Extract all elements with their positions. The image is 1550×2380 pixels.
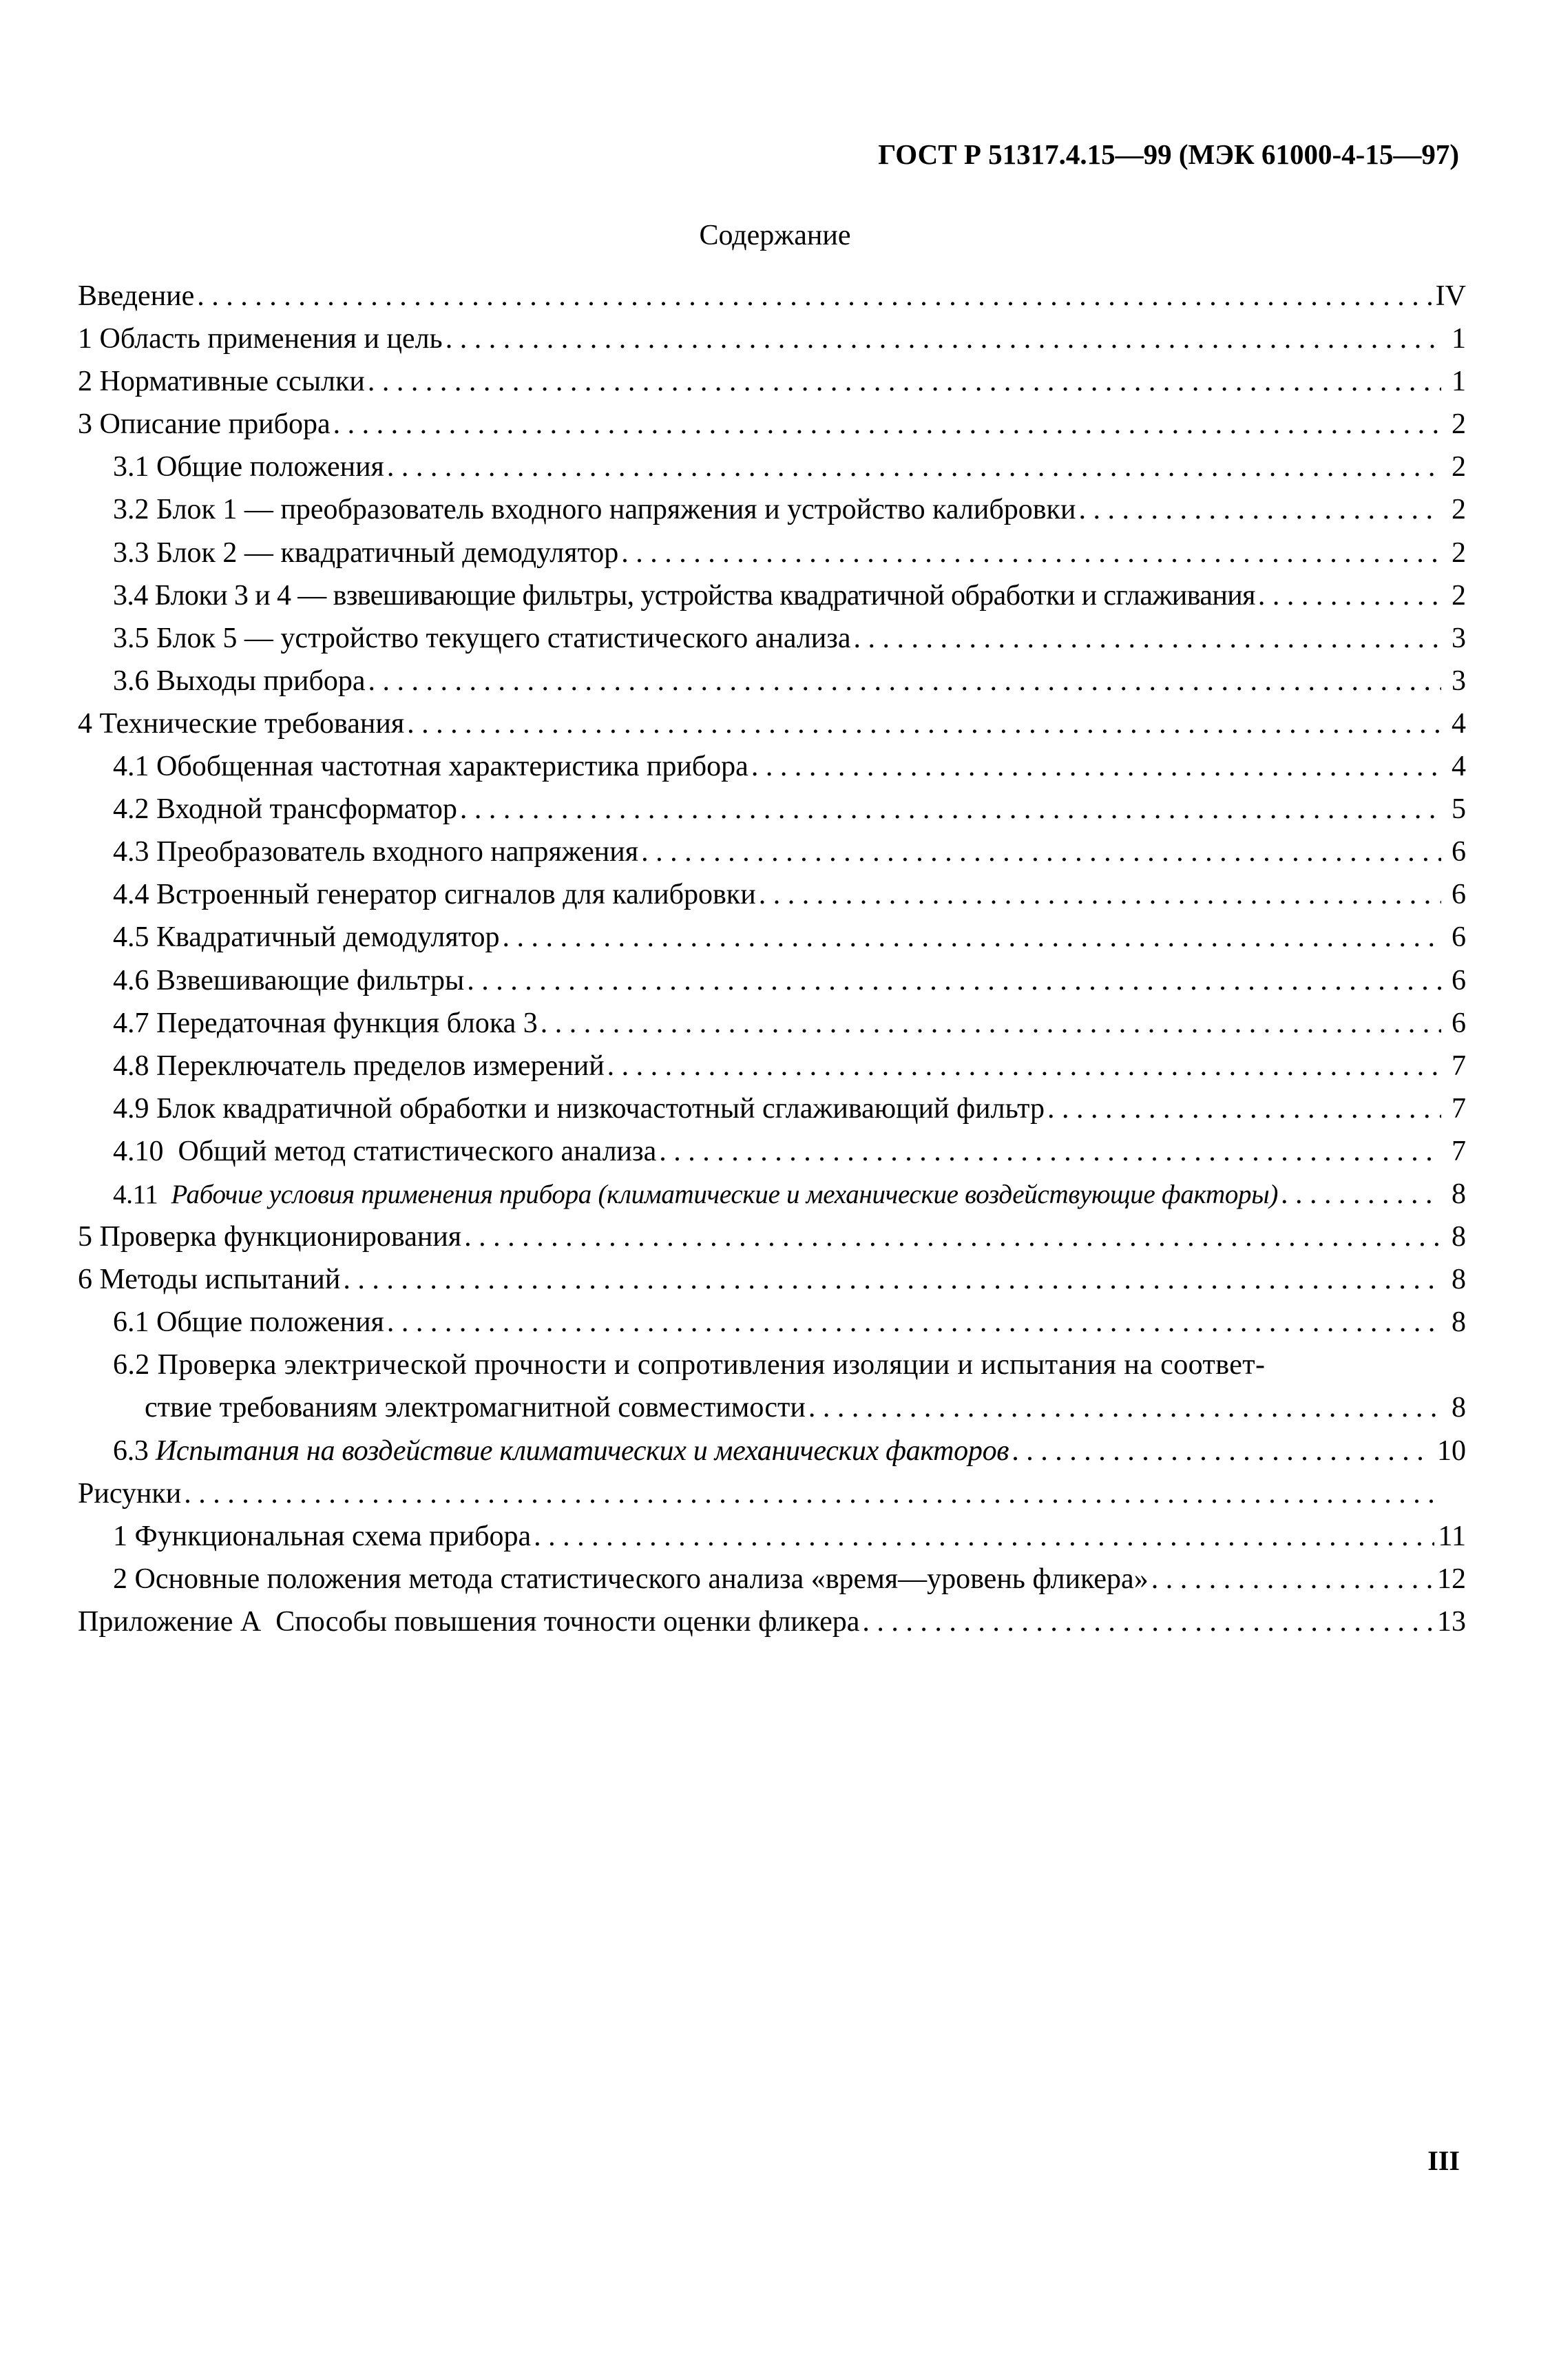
toc-entry[interactable]	[78, 1087, 1466, 1130]
dot-leader	[1047, 1087, 1441, 1130]
dot-leader	[862, 1600, 1433, 1643]
toc-entry[interactable]	[78, 1558, 1466, 1600]
dot-leader	[621, 532, 1441, 574]
toc-entry-text: Рабочие условия применения прибора (климатические и механические воздействующие факторы)	[171, 1179, 1279, 1209]
dot-leader	[641, 831, 1441, 873]
toc-entry-text: Нормативные ссылки	[99, 366, 365, 398]
toc-entry-page: 1	[1452, 366, 1466, 398]
dot-leader	[467, 959, 1441, 1002]
toc-entry-page: 7	[1452, 1092, 1466, 1125]
dot-leader	[502, 916, 1441, 959]
toc-entry[interactable]	[78, 1430, 1466, 1472]
toc-entry-number: 5	[78, 1221, 92, 1253]
toc-entry-text: Рисунки	[78, 1477, 182, 1510]
dot-leader	[446, 317, 1441, 360]
toc-entry[interactable]	[78, 788, 1466, 831]
dot-leader	[407, 702, 1441, 745]
toc-entry[interactable]	[78, 532, 1466, 574]
toc-entry-page: 7	[1452, 1135, 1466, 1167]
toc-entry-page: 6	[1452, 836, 1466, 868]
toc-entry-number: 6.2	[113, 1349, 150, 1381]
toc-entry-page: 10	[1437, 1434, 1466, 1467]
toc-entry-page: 4	[1452, 751, 1466, 783]
toc-entry-number: 4.5	[113, 921, 149, 954]
toc-entry-number: 6.1	[113, 1306, 149, 1339]
toc-entry-text: Блок квадратичной обработки и низкочастотный сглаживающий фильтр	[156, 1092, 1045, 1125]
toc-entry-page: 6	[1452, 879, 1466, 911]
toc-entry[interactable]	[78, 275, 1466, 317]
dot-leader	[759, 873, 1441, 916]
toc-entry-text: Блок 1 — преобразователь входного напряжения и устройство калибровки	[156, 494, 1076, 526]
dot-leader	[387, 446, 1441, 488]
toc-entry-number: 1	[113, 1520, 127, 1552]
toc-entry-number: 3.5	[113, 622, 149, 654]
toc-entry-text: Передаточная функция блока 3	[156, 1007, 538, 1039]
dot-leader	[1012, 1430, 1433, 1472]
dot-leader	[464, 1215, 1441, 1258]
toc-entry-number: 4.9	[113, 1092, 149, 1125]
document-header: ГОСТ Р 51317.4.15—99 (МЭК 61000-4-15—97)	[878, 138, 1459, 170]
toc-entry-text: Основные положения метода статистического анализа «время—уровень фликера»	[134, 1563, 1149, 1595]
dot-leader	[184, 1472, 1441, 1515]
dot-leader	[534, 1515, 1434, 1558]
toc-entry[interactable]	[78, 660, 1466, 702]
table-of-contents	[78, 275, 1466, 1643]
toc-entry[interactable]	[78, 446, 1466, 488]
toc-entry[interactable]	[78, 317, 1466, 360]
toc-title: Содержание	[699, 220, 851, 251]
toc-entry-number: 4.1	[113, 751, 149, 783]
toc-entry-number: 3.4	[113, 579, 148, 612]
toc-entry-page: 1	[1452, 323, 1466, 355]
toc-entry[interactable]	[78, 617, 1466, 660]
toc-entry-text: Общий метод статистического анализа	[178, 1135, 657, 1167]
toc-entry-page: 6	[1452, 1007, 1466, 1039]
toc-entry-number: 4.6	[113, 964, 149, 996]
dot-leader	[1151, 1558, 1433, 1600]
toc-entry-page: 8	[1452, 1264, 1466, 1296]
toc-entry[interactable]	[78, 1045, 1466, 1087]
toc-entry-page: 8	[1452, 1221, 1466, 1253]
toc-entry[interactable]	[78, 488, 1466, 531]
toc-entry[interactable]	[78, 574, 1466, 617]
dot-leader	[541, 1002, 1441, 1045]
toc-entry-number: 6.3	[113, 1434, 149, 1467]
toc-entry[interactable]	[78, 1600, 1466, 1643]
toc-entry-text: Технические требования	[99, 707, 405, 740]
toc-entry[interactable]	[78, 745, 1466, 788]
toc-entry-text: Введение	[78, 280, 195, 312]
toc-entry-number: 3.6	[113, 665, 149, 697]
dot-leader	[751, 745, 1441, 788]
toc-entry-number: 4.2	[113, 793, 149, 826]
dot-leader	[808, 1386, 1441, 1429]
toc-entry[interactable]	[78, 702, 1466, 745]
toc-entry-page: 2	[1452, 408, 1466, 441]
toc-entry-text: Функциональная схема прибора	[134, 1520, 532, 1552]
toc-entry-text: ствие требованиям электромагнитной совместимости	[145, 1392, 806, 1424]
toc-entry[interactable]	[78, 1258, 1466, 1301]
toc-entry-page: 2	[1452, 536, 1466, 569]
toc-entry-page: 3	[1452, 622, 1466, 654]
toc-entry-text: Обобщенная частотная характеристика прибора	[156, 751, 748, 783]
toc-entry-number: 3.3	[113, 536, 149, 569]
toc-entry[interactable]	[78, 1002, 1466, 1045]
toc-entry[interactable]	[78, 360, 1466, 403]
toc-entry-page: 6	[1452, 921, 1466, 954]
toc-entry-page: 8	[1452, 1392, 1466, 1424]
toc-entry[interactable]	[78, 1515, 1466, 1558]
toc-entry-text: Область применения и цель	[99, 323, 443, 355]
toc-entry[interactable]	[78, 1130, 1466, 1173]
toc-entry-number: 2	[113, 1563, 127, 1595]
toc-entry[interactable]	[78, 1472, 1466, 1515]
toc-entry-number: 4.7	[113, 1007, 149, 1039]
toc-entry-number: 1	[78, 323, 92, 355]
toc-entry-page: 5	[1452, 793, 1466, 826]
toc-entry-page: 7	[1452, 1050, 1466, 1082]
dot-leader	[1078, 488, 1441, 531]
toc-entry-text: Блок 5 — устройство текущего статистического анализа	[156, 622, 851, 654]
toc-entry-text: Приложение А Способы повышения точности оценки фликера	[78, 1605, 860, 1638]
toc-entry-text: Испытания на воздействие климатических и механических факторов	[155, 1434, 1009, 1467]
dot-leader	[607, 1045, 1441, 1087]
toc-entry-number: 4.10	[113, 1135, 164, 1167]
toc-entry-text: Взвешивающие фильтры	[156, 964, 465, 996]
toc-entry-page: 8	[1452, 1178, 1466, 1210]
toc-entry[interactable]	[78, 1173, 1466, 1215]
toc-entry-text: Общие положения	[156, 1306, 384, 1339]
dot-leader	[368, 360, 1441, 403]
toc-entry-page: 2	[1452, 451, 1466, 483]
toc-entry-text: Блоки 3 и 4 — взвешивающие фильтры, устройства квадратичной обработки и сглаживания	[154, 579, 1255, 612]
toc-entry-page: 4	[1452, 707, 1466, 740]
dot-leader	[1258, 574, 1441, 617]
toc-entry[interactable]	[78, 831, 1466, 873]
dot-leader	[1281, 1173, 1441, 1215]
toc-entry-text: Квадратичный демодулятор	[156, 921, 500, 954]
toc-entry-number: 4.4	[113, 879, 149, 911]
toc-entry[interactable]	[78, 873, 1466, 916]
dot-leader	[387, 1301, 1441, 1344]
dot-leader	[333, 403, 1441, 446]
toc-entry-page: 3	[1452, 665, 1466, 697]
toc-entry[interactable]	[78, 1215, 1466, 1258]
toc-entry-number: 4.3	[113, 836, 149, 868]
page-number: III	[1427, 2145, 1460, 2176]
toc-entry-text: Методы испытаний	[99, 1264, 341, 1296]
dot-leader	[659, 1130, 1441, 1173]
toc-entry[interactable]	[78, 403, 1466, 446]
toc-entry-text: Описание прибора	[99, 408, 331, 441]
toc-entry-continuation[interactable]	[78, 1386, 1466, 1429]
toc-entry-text: Встроенный генератор сигналов для калибровки	[156, 879, 756, 911]
toc-entry-number: 6	[78, 1264, 92, 1296]
toc-entry-number: 3.1	[113, 451, 149, 483]
toc-entry-number: 3	[78, 408, 92, 441]
toc-entry-text: Блок 2 — квадратичный демодулятор	[156, 536, 619, 569]
toc-entry-number: 4.8	[113, 1050, 149, 1082]
toc-entry-page: 11	[1438, 1520, 1466, 1552]
toc-entry-page: 2	[1452, 579, 1466, 612]
dot-leader	[368, 660, 1441, 702]
toc-entry-text: Общие положения	[156, 451, 384, 483]
toc-entry-text: Входной трансформатор	[156, 793, 457, 826]
toc-entry-text: Преобразователь входного напряжения	[156, 836, 639, 868]
toc-entry-text: Проверка функционирования	[99, 1221, 462, 1253]
toc-entry[interactable]	[78, 959, 1466, 1002]
toc-entry[interactable]	[78, 1301, 1466, 1344]
toc-entry-text: Переключатель пределов измерений	[156, 1050, 605, 1082]
dot-leader	[854, 617, 1442, 660]
dot-leader	[460, 788, 1441, 831]
toc-entry-page: IV	[1435, 280, 1466, 312]
toc-entry-page: 12	[1437, 1563, 1466, 1595]
toc-entry-page: 8	[1452, 1306, 1466, 1339]
toc-entry-page: 2	[1452, 494, 1466, 526]
toc-entry-text: Проверка электрической прочности и сопротивления изоляции и испытания на соответ-	[157, 1349, 1266, 1381]
toc-entry-page: 6	[1452, 964, 1466, 996]
toc-entry-text: Выходы прибора	[156, 665, 366, 697]
toc-entry[interactable]	[78, 916, 1466, 959]
toc-entry[interactable]	[78, 1344, 1466, 1386]
toc-entry-page: 13	[1437, 1605, 1466, 1638]
toc-entry-number: 4	[78, 707, 92, 740]
dot-leader	[197, 275, 1431, 317]
dot-leader	[343, 1258, 1441, 1301]
toc-entry-number: 4.11	[113, 1179, 158, 1209]
toc-entry-number: 3.2	[113, 494, 149, 526]
toc-entry-number: 2	[78, 366, 92, 398]
